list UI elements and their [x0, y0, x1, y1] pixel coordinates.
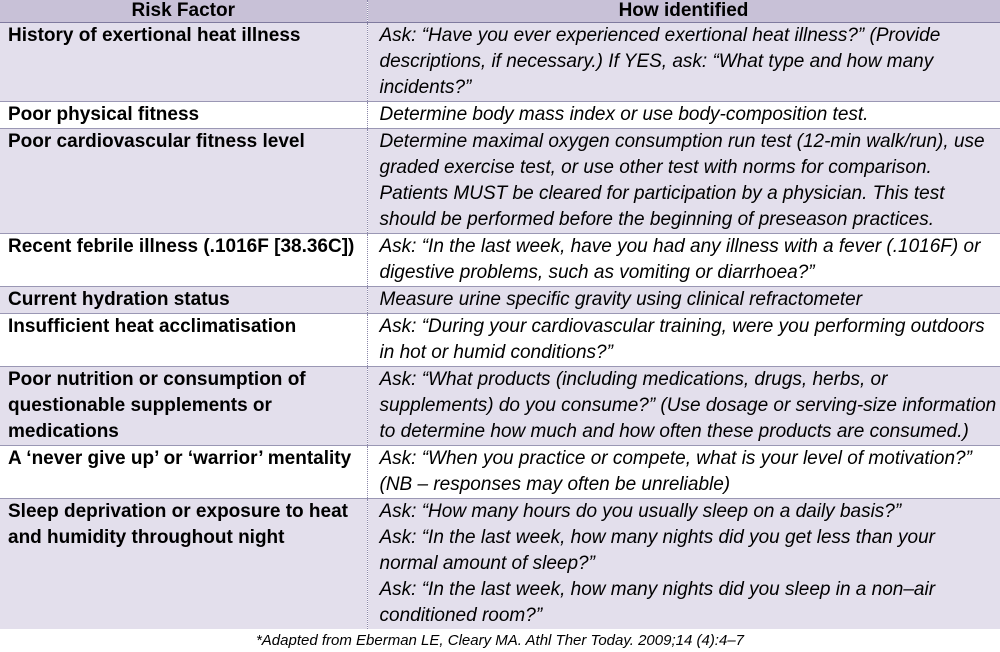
risk-factor-text: medications [8, 421, 119, 442]
risk-factor-text: Poor nutrition or consumption of [8, 369, 306, 390]
how-identified-text: graded exercise test, or use other test with norms for comparison. [379, 157, 932, 178]
source-footnote: *Adapted from Eberman LE, Cleary MA. Athl Ther Today. 2009;14 (4):4–7 [0, 629, 1000, 652]
table-row [0, 23, 1000, 102]
how-identified-text: Ask: “How many hours do you usually sleep on a daily basis?” [379, 501, 902, 522]
table-row [0, 499, 1000, 630]
how-identified-text: Ask: “Have you ever experienced exertional heat illness?” (Provide [379, 25, 941, 46]
how-identified-text: Ask: “In the last week, have you had any illness with a fever (.1016F) or [379, 236, 981, 257]
how-identified-text: conditioned room?” [379, 605, 543, 626]
table-row [0, 314, 1000, 367]
how-identified-text: Measure urine specific gravity using clinical refractometer [379, 289, 863, 310]
how-identified-cell [367, 102, 1000, 129]
risk-factor-cell [0, 367, 367, 446]
risk-factor-text: History of exertional heat illness [8, 25, 301, 46]
risk-factor-text: and humidity throughout night [8, 527, 285, 548]
table-row [0, 446, 1000, 499]
header-risk-factor: Risk Factor [0, 0, 367, 23]
how-identified-text: Ask: “In the last week, how many nights did you sleep in a non–air [379, 579, 936, 600]
how-identified-text: Patients MUST be cleared for participation by a physician. This test [379, 183, 945, 204]
how-identified-text: supplements) do you consume?” (Use dosage or serving-size information [379, 395, 997, 416]
table-row [0, 234, 1000, 287]
table-row [0, 287, 1000, 314]
risk-factor-text: Poor physical fitness [8, 104, 200, 125]
risk-factor-cell [0, 234, 367, 287]
table-row [0, 129, 1000, 234]
how-identified-cell [367, 23, 1000, 102]
how-identified-text: in hot or humid conditions?” [379, 342, 613, 363]
table-header-row [0, 0, 1000, 23]
how-identified-cell [367, 314, 1000, 367]
how-identified-text: normal amount of sleep?” [379, 553, 595, 574]
how-identified-text: descriptions, if necessary.) If YES, ask: “What type and how many [379, 51, 934, 72]
how-identified-text: Ask: “When you practice or compete, what is your level of motivation?” [379, 448, 972, 469]
risk-factor-cell [0, 314, 367, 367]
how-identified-text: (NB – responses may often be unreliable) [379, 474, 731, 495]
risk-factor-cell [0, 23, 367, 102]
how-identified-cell [367, 234, 1000, 287]
table-body [0, 23, 1000, 630]
how-identified-text: incidents?” [379, 77, 472, 98]
risk-factor-text: Poor cardiovascular fitness level [8, 131, 305, 152]
risk-factor-cell [0, 499, 367, 630]
how-identified-text: Ask: “In the last week, how many nights did you get less than your [379, 527, 936, 548]
risk-factor-text: questionable supplements or [8, 395, 272, 416]
how-identified-cell [367, 446, 1000, 499]
risk-factor-cell [0, 102, 367, 129]
risk-factor-cell [0, 129, 367, 234]
risk-factor-text: Current hydration status [8, 289, 230, 310]
how-identified-cell [367, 129, 1000, 234]
how-identified-text: should be performed before the beginning of preseason practices. [379, 209, 935, 230]
how-identified-text: to determine how much and how often these products are consumed.) [379, 421, 969, 442]
risk-factor-cell [0, 287, 367, 314]
how-identified-text: digestive problems, such as vomiting or diarrhoea?” [379, 262, 815, 283]
how-identified-cell [367, 499, 1000, 630]
how-identified-text: Ask: “What products (including medications, drugs, herbs, or [379, 369, 888, 390]
how-identified-text: Ask: “During your cardiovascular training, were you performing outdoors [379, 316, 985, 337]
risk-factor-cell [0, 446, 367, 499]
table-row [0, 102, 1000, 129]
how-identified-cell [367, 287, 1000, 314]
risk-factor-text: Recent febrile illness (.1016F [38.36C]) [8, 236, 355, 257]
how-identified-text: Determine body mass index or use body-composition test. [379, 104, 869, 125]
how-identified-text: Determine maximal oxygen consumption run test (12-min walk/run), use [379, 131, 985, 152]
header-how-identified: How identified [367, 0, 1000, 23]
risk-factor-text: Sleep deprivation or exposure to heat [8, 501, 348, 522]
risk-factor-text: Insufficient heat acclimatisation [8, 316, 297, 337]
risk-factor-text: A ‘never give up’ or ‘warrior’ mentality [8, 448, 352, 469]
how-identified-cell [367, 367, 1000, 446]
table-row [0, 367, 1000, 446]
